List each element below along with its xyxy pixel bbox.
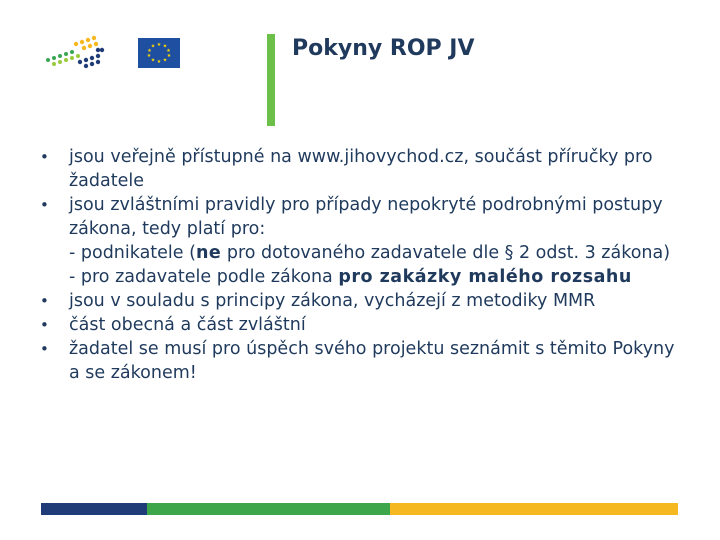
svg-text:★: ★ (150, 43, 156, 50)
footer-bar-blue (41, 503, 147, 515)
svg-text:★: ★ (162, 57, 168, 64)
eu-flag-icon (138, 38, 180, 68)
bullet-icon: • (40, 340, 49, 358)
emphasis-text: pro zakázky malého rozsahu (338, 267, 632, 287)
footer-color-bar (41, 503, 678, 515)
svg-text:★: ★ (146, 53, 152, 59)
bullet-text: jsou v souladu s principy zákona, vycházejí z metodiky MMR (69, 291, 596, 311)
bullet-icon: • (40, 148, 49, 166)
bullet-text: část obecná a část zvláštní (69, 315, 306, 335)
svg-text:★: ★ (147, 48, 152, 54)
svg-text:★: ★ (166, 53, 172, 59)
svg-text:★: ★ (150, 57, 156, 64)
title-accent-bar (267, 34, 275, 126)
bullet-text: jsou veřejně přístupné na www.jihovychod.cz, součást příručky pro žadatele (69, 147, 653, 191)
bullet-text: žadatel se musí pro úspěch svého projektu seznámit s těmito Pokyny a se zákonem! (69, 339, 675, 383)
list-item (40, 145, 690, 193)
footer-bar-yellow (390, 503, 678, 515)
bullet-list (40, 145, 690, 385)
svg-text:★: ★ (162, 43, 168, 50)
page-title: Pokyny ROP JV (292, 36, 475, 61)
svg-text:★: ★ (166, 48, 171, 54)
list-item (40, 193, 690, 289)
bullet-icon: • (40, 316, 49, 334)
list-item (40, 289, 690, 313)
emphasis-text: ne (195, 243, 222, 263)
sub-item: - pro zadavatele podle zákona pro zakázky malého rozsahu (69, 267, 632, 287)
svg-text:★: ★ (156, 59, 162, 65)
footer-bar-green (147, 503, 390, 515)
list-item (40, 337, 690, 385)
rop-jihovychod-logo-icon (40, 34, 108, 70)
svg-text:★: ★ (156, 42, 162, 48)
bullet-text: jsou zvláštními pravidly pro případy nepokryté podrobnými postupy zákona, tedy platí pro: (69, 195, 663, 239)
bullet-icon: • (40, 292, 49, 310)
list-item (40, 313, 690, 337)
sub-item: - podnikatele (ne pro dotovaného zadavatele dle § 2 odst. 3 zákona) (69, 243, 671, 263)
bullet-icon: • (40, 196, 49, 214)
